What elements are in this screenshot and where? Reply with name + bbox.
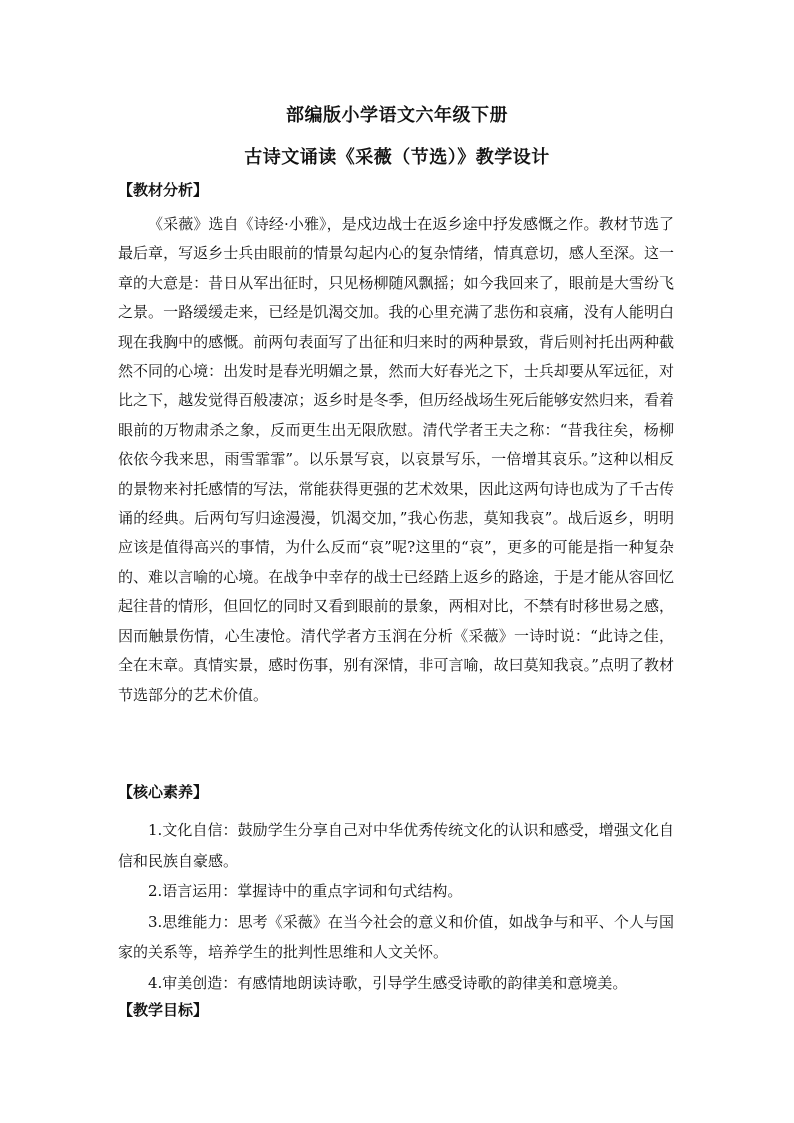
list-item: 4.审美创造：有感情地朗读诗歌，引导学生感受诗歌的韵律美和意境美。 xyxy=(148,973,628,992)
list-item: 2.语言运用：掌握诗中的重点字词和句式结构。 xyxy=(148,882,463,900)
document-subtitle: 古诗文诵读《采薇（节选）》教学设计 xyxy=(244,147,550,168)
analysis-paragraph: 《采薇》选自《诗经·小雅》，是戍边战士在返乡途中抒发感慨之作。教材节选了最后章，写返乡士兵由眼前的情景勾起内心的复杂情绪，情真意切，感人至深。这一章的大意是：昔日从军出征时，只见杨柳随风飘摇；如今我回来了，眼前是大雪纷飞之景。一路缓缓走来，已经是饥渴交加。我的心里充满了悲伤和哀痛，没有人能明白现在我胸中的感慨。前两句表面写了出征和归来时的两种景致，背后则衬托出两种截然不同的心境：出发时是春光明媚之景，然而大好春光之下，士兵却要从军远征，对比之下，越发觉得百般凄凉；返乡时是冬季，但历经战场生死后能够安然归来，看着眼前的万物肃杀之象，反而更生出无限欣慰。清代学者王夫之称：“昔我往矣，杨柳依依今我来思，雨雪霏霏”。以乐景写哀，以哀景写乐，一倍增其哀乐。”这种以相反的景物来衬托感情的写法，常能获得更强的艺术效果，因此这两句诗也成为了千古传诵的经典。后两句写归途漫漫，饥渴交加，”我心伤悲，莫知我哀”。战后返乡，明明应该是值得高兴的事情，为什么反而“哀”呢?这里的“哀”，更多的可能是指一种复杂的、难以言喻的心境。在战争中幸存的战士已经踏上返乡的路途，于是才能从容回忆起往昔的情形，但回忆的同时又看到眼前的景象，两相对比，不禁有时移世易之感，因而触景伤情，心生凄怆。清代学者方玉润在分析《采薇》一诗时说：“此诗之佳，全在末章。真情实景，感时伤事，别有深情，非可言喻，故曰莫知我哀。”点明了教材节选部分的艺术价值。 xyxy=(118,215,674,704)
list-item: 1.文化自信：鼓励学生分享自己对中华优秀传统文化的认识和感受，增强文化自信和民族自豪感。 xyxy=(118,821,674,870)
document-title: 部编版小学语文六年级下册 xyxy=(286,105,508,126)
list-item: 3.思维能力：思考《采薇》在当今社会的意义和价值，如战争与和平、个人与国家的关系等，培养学生的批判性思维和人文关怀。 xyxy=(118,912,674,961)
section-heading-goals: 【教学目标】 xyxy=(118,1001,209,1019)
section-heading-core: 【核心素养】 xyxy=(118,783,209,801)
core-literacy-list xyxy=(118,815,674,998)
section-heading-analysis: 【教材分析】 xyxy=(118,181,209,199)
